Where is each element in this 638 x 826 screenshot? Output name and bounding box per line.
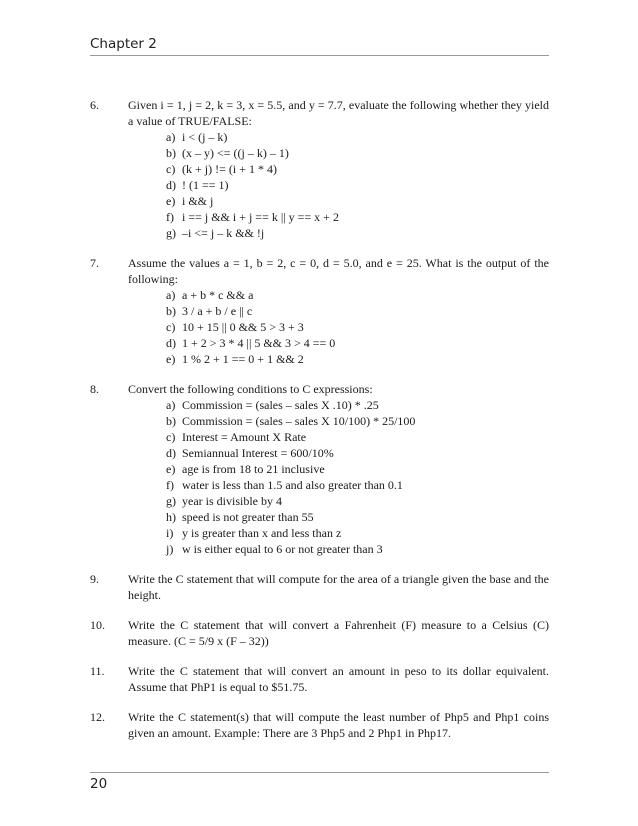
sub-item-text: 1 % 2 + 1 == 0 + 1 && 2 (182, 352, 304, 366)
sub-item-letter: g) (166, 226, 176, 240)
question-text: Write the C statement(s) that will compute the least number of Php5 and Php1 coins given an amount. Example: There are 3 Php5 and 2 Php1 in Php17. (128, 710, 549, 740)
sub-item-letter: f) (166, 210, 174, 224)
question-number: 11. (90, 664, 105, 678)
question-text: Write the C statement that will compute for the area of a triangle given the base and the height. (128, 572, 549, 602)
questions-list (90, 97, 549, 755)
sub-item-letter: c) (166, 162, 176, 176)
sub-item-list (166, 129, 549, 241)
question-7 (90, 255, 549, 367)
sub-item-list (166, 287, 549, 367)
sub-item-text: water is less than 1.5 and also greater than 0.1 (182, 478, 403, 492)
sub-item-letter: b) (166, 414, 176, 428)
question-9 (90, 571, 549, 603)
sub-item-text: 3 / a + b / e || c (182, 304, 253, 318)
sub-item-letter: d) (166, 446, 176, 460)
sub-item-letter: a) (166, 398, 176, 412)
sub-item-letter: e) (166, 194, 176, 208)
sub-item-letter: c) (166, 320, 176, 334)
footer-divider (90, 772, 549, 773)
sub-item-letter: c) (166, 430, 176, 444)
sub-item (166, 493, 549, 509)
page-number: 20 (90, 776, 108, 792)
sub-item-letter: e) (166, 462, 176, 476)
sub-item (166, 161, 549, 177)
question-text: Assume the values a = 1, b = 2, c = 0, d = 5.0, and e = 25. What is the output of the following: (128, 256, 549, 286)
question-text: Given i = 1, j = 2, k = 3, x = 5.5, and y = 7.7, evaluate the following whether they yield a value of TRUE/FALSE: (128, 98, 549, 128)
question-text: Convert the following conditions to C expressions: (128, 382, 373, 396)
sub-item-text: ! (1 == 1) (182, 178, 229, 192)
question-number: 9. (90, 572, 99, 586)
sub-item-letter: a) (166, 288, 176, 302)
question-number: 6. (90, 98, 99, 112)
question-number: 8. (90, 382, 99, 396)
sub-item-text: i == j && i + j == k || y == x + 2 (182, 210, 339, 224)
question-8 (90, 381, 549, 557)
sub-item-letter: b) (166, 304, 176, 318)
sub-item (166, 509, 549, 525)
question-text: Write the C statement that will convert an amount in peso to its dollar equivalent. Assume that PhP1 is equal to $51.75. (128, 664, 549, 694)
sub-item (166, 319, 549, 335)
sub-item-letter: i) (166, 526, 174, 540)
sub-item (166, 477, 549, 493)
sub-item (166, 193, 549, 209)
sub-item-letter: g) (166, 494, 176, 508)
sub-item-text: Interest = Amount X Rate (182, 430, 307, 444)
sub-item (166, 445, 549, 461)
sub-item-letter: e) (166, 352, 176, 366)
sub-item (166, 541, 549, 557)
sub-item (166, 397, 549, 413)
question-number: 7. (90, 256, 99, 270)
question-6 (90, 97, 549, 241)
sub-item-text: 1 + 2 > 3 * 4 || 5 && 3 > 4 == 0 (182, 336, 336, 350)
sub-item-letter: j) (166, 542, 174, 556)
question-number: 12. (90, 710, 105, 724)
sub-item-text: i && j (182, 194, 214, 208)
sub-item-text: y is greater than x and less than z (182, 526, 342, 540)
sub-item (166, 209, 549, 225)
sub-item-text: Commission = (sales – sales X .10) * .25 (182, 398, 379, 412)
sub-item-text: i < (j – k) (182, 130, 228, 144)
sub-item (166, 303, 549, 319)
sub-item (166, 413, 549, 429)
question-12 (90, 709, 549, 741)
sub-item-letter: f) (166, 478, 174, 492)
sub-item (166, 287, 549, 303)
chapter-header: Chapter 2 (90, 36, 157, 52)
sub-item-letter: a) (166, 130, 176, 144)
sub-item-text: (k + j) != (i + 1 * 4) (182, 162, 277, 176)
sub-item-letter: d) (166, 178, 176, 192)
sub-item-text: 10 + 15 || 0 && 5 > 3 + 3 (182, 320, 304, 334)
sub-item-letter: d) (166, 336, 176, 350)
sub-item-text: –i <= j – k && !j (182, 226, 265, 240)
sub-item-text: w is either equal to 6 or not greater than 3 (182, 542, 383, 556)
sub-item (166, 461, 549, 477)
sub-item (166, 129, 549, 145)
sub-item-letter: h) (166, 510, 176, 524)
sub-item (166, 525, 549, 541)
sub-item (166, 145, 549, 161)
question-11 (90, 663, 549, 695)
sub-item-text: speed is not greater than 55 (182, 510, 314, 524)
sub-item (166, 225, 549, 241)
sub-item-text: a + b * c && a (182, 288, 254, 302)
sub-item (166, 335, 549, 351)
sub-item (166, 351, 549, 367)
sub-item-letter: b) (166, 146, 176, 160)
sub-item-text: Semiannual Interest = 600/10% (182, 446, 334, 460)
sub-item-list (166, 397, 549, 557)
sub-item (166, 429, 549, 445)
header-divider (90, 55, 549, 56)
question-10 (90, 617, 549, 649)
sub-item-text: (x – y) <= ((j – k) – 1) (182, 146, 289, 160)
sub-item-text: age is from 18 to 21 inclusive (182, 462, 325, 476)
sub-item-text: Commission = (sales – sales X 10/100) * 25/100 (182, 414, 416, 428)
sub-item-text: year is divisible by 4 (182, 494, 282, 508)
sub-item (166, 177, 549, 193)
question-text: Write the C statement that will convert a Fahrenheit (F) measure to a Celsius (C) measure. (C = 5/9 x (F – 32)) (128, 618, 549, 648)
question-number: 10. (90, 618, 105, 632)
